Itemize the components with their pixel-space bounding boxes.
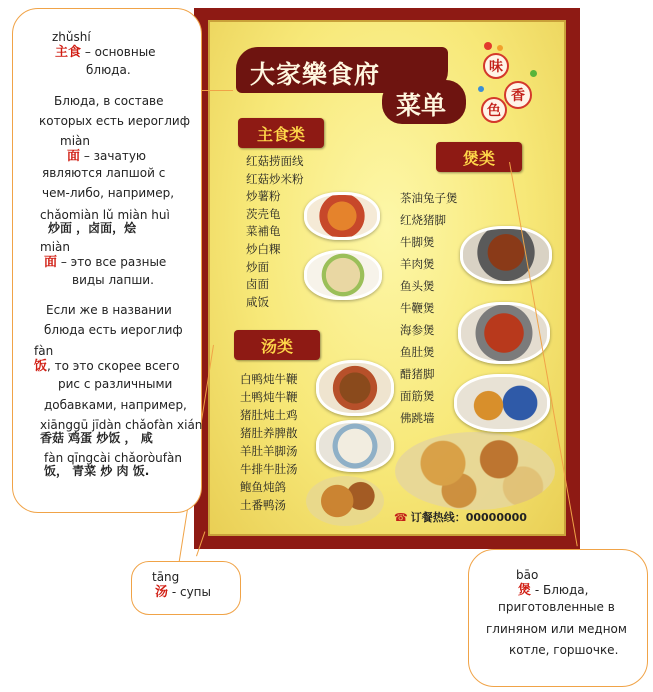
pinyin: chǎomiàn lǔ miàn huì (40, 208, 170, 222)
menu-item: 红菇捞面线 (246, 154, 304, 168)
callout-text: котле, горшочке. (509, 643, 619, 657)
callout-line (67, 145, 146, 164)
callout-text: которых есть иероглиф (39, 114, 190, 128)
dish-photo-soup-1 (316, 360, 394, 416)
callout-text: рис с различными (58, 377, 173, 391)
hanzi: 面 (67, 149, 81, 164)
badge-wei: 味 (483, 53, 509, 79)
menu-item: 鱼头煲 (400, 279, 435, 293)
callout-text: – основные (81, 45, 156, 59)
menu-item: 猪肚炖土鸡 (240, 408, 298, 422)
food-collage-image-left (306, 476, 384, 526)
callout-text: чем-либо, например, (42, 186, 175, 200)
menu-item: 土番鸭汤 (240, 498, 286, 512)
menu-item: 面筋煲 (400, 389, 435, 403)
hanzi: 饭 (34, 359, 48, 374)
callout-pot (468, 549, 648, 687)
poster-title: 大家樂食府 (250, 60, 381, 89)
menu-item: 白鸭炖牛鞭 (240, 372, 298, 386)
callout-line (55, 41, 156, 60)
pots-list (400, 187, 458, 429)
menu-item: 佛跳墙 (400, 411, 435, 425)
pinyin: fàn (34, 344, 54, 358)
callout-text: – зачатую (80, 149, 147, 163)
callout-text: приготовленные в (498, 600, 615, 614)
pinyin: xiānggū jīdàn chǎofàn xián (40, 418, 203, 432)
menu-item: 咸饭 (246, 294, 269, 309)
dish-photo-rice-noodles (304, 250, 382, 300)
menu-item: 炒面 (246, 259, 269, 274)
callout-text: – это все разные (57, 255, 167, 269)
callout-text: являются лапшой с (42, 166, 166, 180)
hanzi: 煲 (518, 583, 532, 598)
menu-item: 牛脚煲 (400, 235, 435, 249)
badge-xiang: 香 (504, 81, 532, 109)
staples-list (246, 153, 304, 311)
menu-item: 茨壳龟 (246, 206, 281, 221)
menu-item: 羊肚羊脚汤 (240, 444, 298, 458)
pinyin: zhǔshí (52, 30, 91, 44)
pinyin: tāng (152, 570, 180, 584)
dish-photo-pot-1 (460, 226, 552, 284)
pinyin: miàn (40, 240, 70, 254)
menu-item: 羊肉煲 (400, 257, 435, 271)
section-title-soups: 汤类 (234, 330, 320, 360)
callout-text: , то это скорее всего (47, 359, 180, 373)
badge-se: 色 (481, 97, 507, 123)
menu-item: 鲍鱼炖鸽 (240, 480, 286, 494)
menu-item: 茶油兔子煲 (400, 191, 458, 205)
hanzi: 饭， 青菜 炒 肉 饭. (44, 464, 150, 478)
deco-dot (497, 45, 503, 51)
menu-item: 海参煲 (400, 323, 435, 337)
pinyin: fàn qīngcài chǎoròufàn (44, 451, 182, 465)
menu-item: 红烧猪脚 (400, 213, 446, 227)
callout-line (518, 579, 588, 598)
menu-item: 牛鞭煲 (400, 301, 435, 315)
callout-text: Блюда, в составе (54, 94, 164, 108)
section-title-pots: 煲类 (436, 142, 522, 172)
menu-item: 牛排牛肚汤 (240, 462, 298, 476)
hanzi: 炒面 ，卤面，烩 (48, 221, 137, 235)
menu-item: 红菇炒米粉 (246, 171, 304, 186)
callout-text: глиняном или медном (486, 622, 627, 636)
callout-text: блюда. (86, 63, 131, 77)
dish-photo-soup-2 (316, 420, 394, 472)
dish-photo-noodles (304, 192, 380, 240)
phone-icon: ☎ (394, 511, 408, 524)
menu-item: 菜補龟 (246, 224, 281, 239)
menu-item: 鱼肚煲 (400, 345, 435, 359)
deco-dot (484, 42, 492, 50)
food-collage-image (395, 432, 555, 510)
menu-item: 猪肚养脾散 (240, 426, 298, 440)
callout-line (155, 581, 211, 600)
poster-subtitle: 菜单 (396, 91, 447, 120)
callout-text: - Блюда, (531, 583, 589, 597)
menu-item: 卤面 (246, 277, 269, 292)
menu-item: 醋猪脚 (400, 367, 435, 381)
callout-line (44, 251, 166, 270)
pinyin: miàn (60, 134, 90, 148)
hanzi: 香菇 鸡蛋 炒饭 ， 咸 (40, 431, 153, 445)
hotline-text: 订餐热线：00000000 (410, 511, 527, 524)
menu-item: 土鸭炖牛鞭 (240, 390, 298, 404)
callout-text: Если же в названии (46, 303, 172, 317)
soups-list (240, 370, 298, 514)
callout-text: блюда есть иероглиф (44, 323, 183, 337)
pinyin: bāo (516, 568, 539, 582)
callout-text: добавками, например, (44, 398, 187, 412)
callout-text: виды лапши. (72, 273, 154, 287)
deco-dot (478, 86, 484, 92)
callout-text: - супы (168, 585, 211, 599)
hanzi: 面 (44, 255, 58, 270)
section-title-staples: 主食类 (238, 118, 324, 148)
deco-dot (530, 70, 537, 77)
hanzi: 主食 (55, 45, 82, 60)
menu-item: 炒白粿 (246, 241, 281, 256)
menu-item: 炒薯粉 (246, 189, 281, 204)
dish-photo-pot-3 (454, 374, 550, 432)
callout-line (34, 355, 180, 374)
hanzi: 汤 (155, 585, 169, 600)
order-hotline (394, 509, 527, 525)
